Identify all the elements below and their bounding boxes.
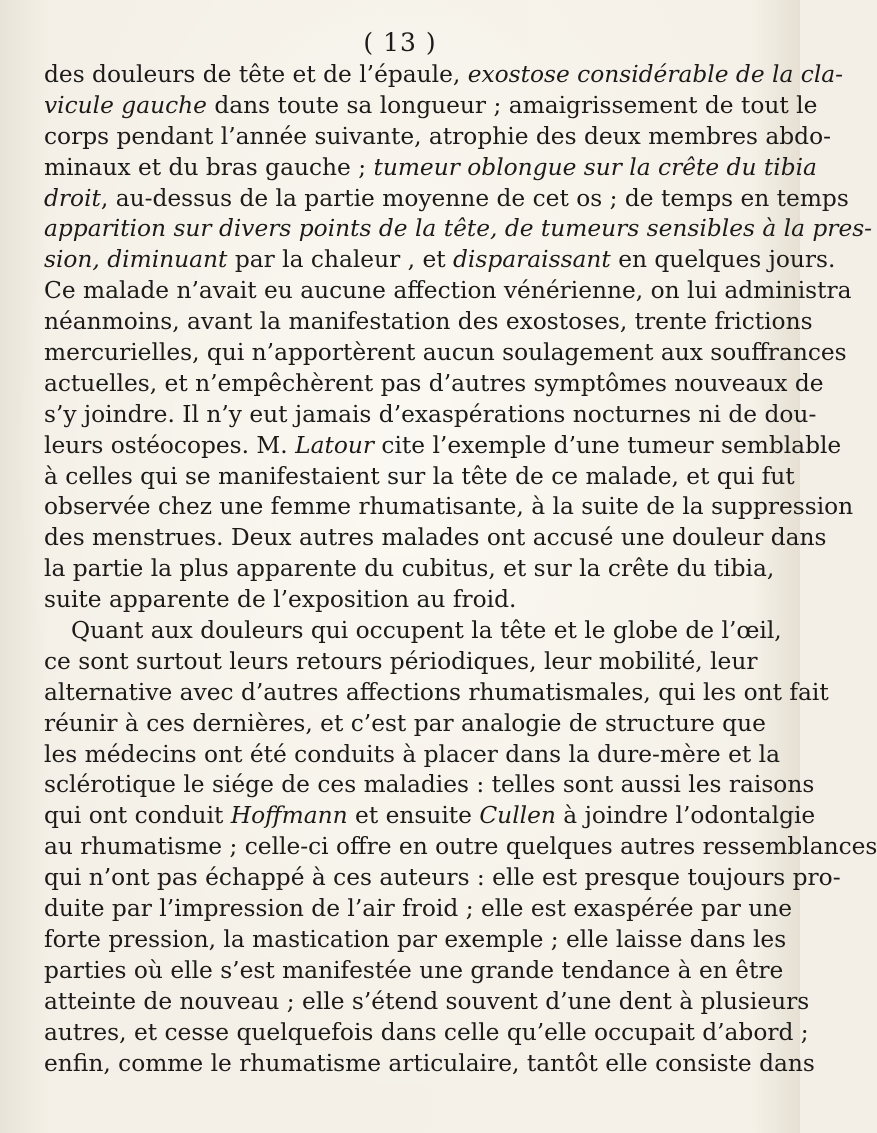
text-run: forte pression, la mastication par exemple ; elle laisse dans les bbox=[44, 925, 787, 953]
text-line bbox=[44, 863, 841, 894]
text-line bbox=[44, 122, 831, 153]
text-line bbox=[44, 709, 766, 740]
italic-text: Latour bbox=[295, 431, 374, 459]
italic-text: droit bbox=[44, 184, 101, 212]
text-line bbox=[44, 523, 827, 554]
italic-text: Hoffmann bbox=[230, 802, 348, 830]
text-line bbox=[44, 832, 877, 863]
text-line bbox=[44, 740, 781, 771]
text-run: et ensuite bbox=[347, 802, 480, 830]
text-run: mercurielles, qui n’apportèrent aucun soulagement aux souffrances bbox=[44, 339, 847, 367]
text-run: en quelques jours. bbox=[610, 246, 836, 274]
italic-text: Cullen bbox=[479, 802, 556, 830]
text-run: ce sont surtout leurs retours périodiques, leur mobilité, leur bbox=[44, 647, 758, 675]
text-line bbox=[44, 801, 816, 832]
text-line bbox=[44, 956, 784, 987]
text-run: dans toute sa longueur ; amaigrissement de tout le bbox=[206, 91, 818, 119]
text-run: actuelles, et n’empêchèrent pas d’autres symptômes nouveaux de bbox=[44, 369, 824, 397]
italic-text: vicule gauche bbox=[44, 91, 207, 119]
text-run: s’y joindre. Il n’y eut jamais d’exaspérations nocturnes ni de dou- bbox=[44, 400, 817, 428]
text-line bbox=[44, 462, 795, 493]
text-run: les médecins ont été conduits à placer dans la dure-mère et la bbox=[44, 740, 781, 768]
text-line bbox=[44, 400, 817, 431]
text-run: au rhumatisme ; celle-ci offre en outre quelques autres ressemblances bbox=[44, 833, 877, 861]
page-number: ( 13 ) bbox=[363, 28, 437, 57]
text-line bbox=[44, 894, 793, 925]
text-line bbox=[44, 678, 829, 709]
text-run: parties où elle s’est manifestée une grande tendance à en être bbox=[44, 956, 784, 984]
italic-text: exostose considérable de la cla- bbox=[467, 61, 844, 88]
text-run: par la chaleur , et bbox=[227, 246, 454, 274]
text-run: réunir à ces dernières, et c’est par analogie de structure que bbox=[44, 709, 766, 737]
text-run: corps pendant l’année suivante, atrophie des deux membres abdo- bbox=[44, 122, 831, 150]
text-line bbox=[44, 616, 782, 647]
italic-text: disparaissant bbox=[453, 246, 611, 274]
text-run: la partie la plus apparente du cubitus, et sur la crête du tibia, bbox=[44, 555, 775, 583]
text-line bbox=[44, 987, 810, 1018]
text-run: , au-dessus de la partie moyenne de cet os ; de temps en temps bbox=[100, 184, 849, 212]
text-run: atteinte de nouveau ; elle s’étend souvent d’une dent à plusieurs bbox=[44, 987, 810, 1015]
text-line bbox=[44, 214, 873, 245]
text-run: des menstrues. Deux autres malades ont accusé une douleur dans bbox=[44, 524, 827, 552]
text-run: leurs ostéocopes. M. bbox=[44, 431, 296, 459]
text-line bbox=[44, 60, 844, 91]
text-line bbox=[44, 307, 813, 338]
body-text bbox=[44, 60, 877, 1079]
text-line bbox=[44, 276, 852, 307]
text-line bbox=[44, 1049, 815, 1080]
italic-text: tumeur oblongue sur la crête du tibia bbox=[373, 153, 817, 181]
text-line bbox=[44, 184, 849, 215]
text-line bbox=[44, 245, 836, 276]
italic-text: apparition sur divers points de la tête, de tumeurs sensibles à la pres- bbox=[44, 215, 873, 243]
text-line bbox=[44, 492, 854, 523]
text-line bbox=[44, 338, 847, 369]
text-run: enfin, comme le rhumatisme articulaire, tantôt elle consiste dans bbox=[44, 1049, 815, 1077]
paragraph bbox=[44, 616, 877, 1079]
text-run: duite par l’impression de l’air froid ; elle est exaspérée par une bbox=[44, 895, 793, 923]
text-run: des douleurs de tête et de l’épaule, bbox=[44, 61, 468, 88]
text-run: cite l’exemple d’une tumeur semblable bbox=[374, 431, 842, 459]
text-run: autres, et cesse quelquefois dans celle qu’elle occupait d’abord ; bbox=[44, 1018, 809, 1046]
text-run: minaux et du bras gauche ; bbox=[44, 153, 374, 181]
text-run: qui ont conduit bbox=[44, 802, 231, 830]
text-run: sclérotique le siége de ces maladies : telles sont aussi les raisons bbox=[44, 771, 815, 799]
text-line bbox=[44, 369, 824, 400]
text-line bbox=[44, 91, 818, 122]
text-line bbox=[44, 431, 842, 462]
text-run: observée chez une femme rhumatisante, à la suite de la suppression bbox=[44, 493, 854, 521]
text-line bbox=[44, 647, 756, 678]
italic-text: sion, diminuant bbox=[44, 246, 228, 274]
text-line bbox=[44, 1018, 809, 1049]
text-line bbox=[44, 585, 756, 616]
text-run: qui n’ont pas échappé à ces auteurs : elle est presque toujours pro- bbox=[44, 864, 841, 892]
text-run: néanmoins, avant la manifestation des exostoses, trente frictions bbox=[44, 308, 813, 336]
text-run: suite apparente de l’exposition au froid. bbox=[44, 586, 517, 614]
text-run: alternative avec d’autres affections rhumatismales, qui les ont fait bbox=[44, 678, 829, 706]
text-line bbox=[44, 153, 817, 184]
text-line bbox=[44, 554, 775, 585]
text-line bbox=[44, 770, 815, 801]
text-line bbox=[44, 925, 787, 956]
text-run: à celles qui se manifestaient sur la tête de ce malade, et qui fut bbox=[44, 462, 795, 490]
text-run: à joindre l’odontalgie bbox=[555, 802, 816, 830]
text-run: Ce malade n’avait eu aucune affection vénérienne, on lui administra bbox=[44, 277, 852, 305]
paragraph bbox=[44, 60, 873, 616]
text-run: Quant aux douleurs qui occupent la tête et le globe de l’œil, bbox=[71, 617, 782, 645]
